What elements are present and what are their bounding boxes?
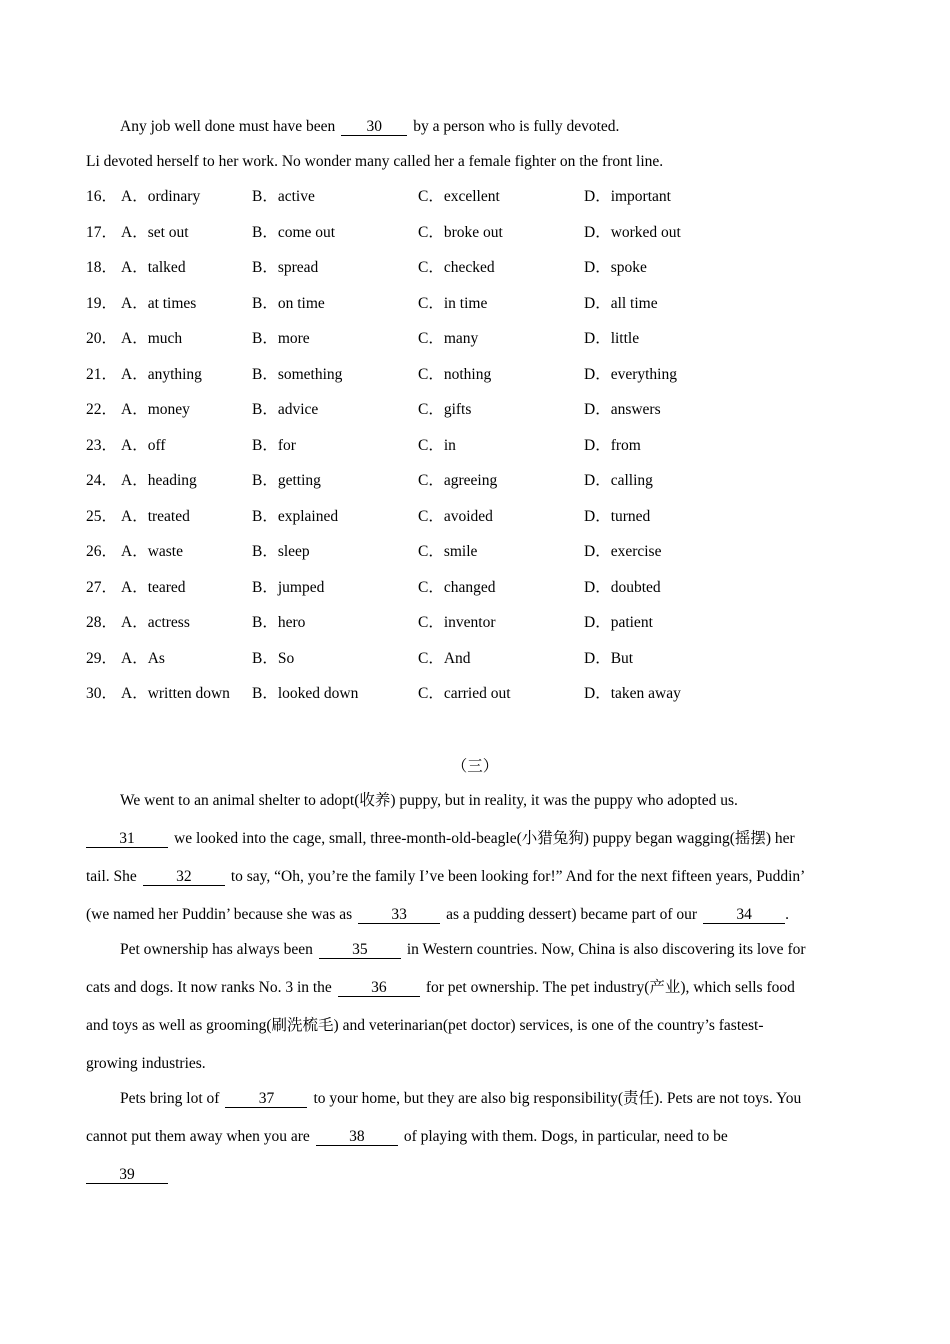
option-d[interactable]: D．patient (584, 614, 653, 631)
option-d[interactable]: D．little (584, 330, 640, 347)
option-b[interactable]: B．active (252, 188, 315, 205)
passage-line: cats and dogs. It now ranks No. 3 in the 36 for pet ownership. The pet industry(产业), which sells food (86, 979, 795, 996)
option-d[interactable]: D．taken away (584, 685, 681, 702)
question-options-row (86, 471, 866, 491)
question-options-row (86, 400, 866, 420)
question-options-row (86, 294, 866, 314)
option-c[interactable]: C．excellent (418, 188, 500, 205)
option-c[interactable]: C．checked (418, 259, 495, 276)
option-d[interactable]: D．worked out (584, 224, 681, 241)
question-number: 27． (86, 579, 118, 596)
option-b[interactable]: B．more (252, 330, 310, 347)
option-d[interactable]: D．from (584, 437, 641, 454)
option-c[interactable]: C．agreeing (418, 472, 498, 489)
question-number: 23． (86, 437, 118, 454)
question-options-row (86, 365, 866, 385)
question-options-row (86, 684, 866, 704)
option-c[interactable]: C．gifts (418, 401, 472, 418)
answer-blank[interactable]: 39 (86, 1167, 168, 1184)
question-options-row (86, 578, 866, 598)
option-c[interactable]: C．nothing (418, 366, 492, 383)
option-c[interactable]: C．inventor (418, 614, 496, 631)
option-a[interactable]: A．set out (121, 224, 189, 241)
option-a[interactable]: A．money (121, 401, 190, 418)
passage-line: tail. She 32 to say, “Oh, you’re the family I’ve been looking for!” And for the next fifteen years, Puddin’ (86, 868, 806, 885)
option-d[interactable]: D．calling (584, 472, 653, 489)
option-b[interactable]: B．So (252, 650, 295, 667)
option-c[interactable]: C．in time (418, 295, 488, 312)
answer-blank[interactable]: 34 (703, 907, 785, 924)
option-c[interactable]: C．carried out (418, 685, 511, 702)
option-a[interactable]: A．waste (121, 543, 183, 560)
option-d[interactable]: D．doubted (584, 579, 661, 596)
question-number: 26． (86, 543, 118, 560)
option-d[interactable]: D．important (584, 188, 671, 205)
passage-line: and toys as well as grooming(刷洗梳毛) and veterinarian(pet doctor) services, is one of the country’s fastest- (86, 1017, 764, 1034)
answer-blank[interactable]: 32 (143, 869, 225, 886)
option-d[interactable]: D．all time (584, 295, 658, 312)
question-options-row (86, 613, 866, 633)
option-b[interactable]: B．something (252, 366, 343, 383)
question-options-row (86, 649, 866, 669)
option-b[interactable]: B．on time (252, 295, 325, 312)
option-d[interactable]: D．everything (584, 366, 677, 383)
option-d[interactable]: D．turned (584, 508, 651, 525)
option-b[interactable]: B．looked down (252, 685, 359, 702)
passage-line: (we named her Puddin’ because she was as 33 as a pudding dessert) became part of our 34 . (86, 906, 789, 923)
question-number: 21． (86, 366, 118, 383)
question-number: 16． (86, 188, 118, 205)
passage-line: Pets bring lot of 37 to your home, but they are also big responsibility(责任). Pets are not toys. You (120, 1090, 802, 1107)
option-a[interactable]: A．at times (121, 295, 197, 312)
section-title: （三） (451, 758, 499, 775)
option-d[interactable]: D．exercise (584, 543, 662, 560)
option-b[interactable]: B．explained (252, 508, 339, 525)
question-number: 17． (86, 224, 118, 241)
question-options-row (86, 187, 866, 207)
option-c[interactable]: C．smile (418, 543, 478, 560)
question-options-row (86, 329, 866, 349)
option-b[interactable]: B．advice (252, 401, 319, 418)
option-b[interactable]: B．spread (252, 259, 319, 276)
question-options-row (86, 436, 866, 456)
option-a[interactable]: A．much (121, 330, 183, 347)
option-a[interactable]: A．actress (121, 614, 190, 631)
option-a[interactable]: A．ordinary (121, 188, 201, 205)
question-number: 30． (86, 685, 118, 702)
option-c[interactable]: C．avoided (418, 508, 493, 525)
answer-blank[interactable]: 33 (358, 907, 440, 924)
option-a[interactable]: A．talked (121, 259, 186, 276)
question-options-row (86, 223, 866, 243)
option-d[interactable]: D．spoke (584, 259, 647, 276)
question-number: 24． (86, 472, 118, 489)
passage-line: cannot put them away when you are 38 of playing with them. Dogs, in particular, need to be (86, 1128, 728, 1145)
option-b[interactable]: B．getting (252, 472, 321, 489)
option-a[interactable]: A．As (121, 650, 165, 667)
question-number: 25． (86, 508, 118, 525)
option-a[interactable]: A．written down (121, 685, 230, 702)
option-b[interactable]: B．for (252, 437, 296, 454)
question-number: 20． (86, 330, 118, 347)
option-c[interactable]: C．changed (418, 579, 496, 596)
question-options-row (86, 542, 866, 562)
passage-line: We went to an animal shelter to adopt(收养) puppy, but in reality, it was the puppy who adopted us. (120, 792, 738, 809)
answer-blank[interactable]: 37 (225, 1091, 307, 1108)
question-number: 28． (86, 614, 118, 631)
option-c[interactable]: C．in (418, 437, 456, 454)
passage-line: growing industries. (86, 1055, 206, 1072)
option-a[interactable]: A．treated (121, 508, 190, 525)
answer-blank[interactable]: 35 (319, 942, 401, 959)
answer-blank[interactable]: 38 (316, 1129, 398, 1146)
question-number: 18． (86, 259, 118, 276)
answer-blank[interactable]: 31 (86, 831, 168, 848)
question-options-row (86, 258, 866, 278)
option-a[interactable]: A．heading (121, 472, 197, 489)
option-b[interactable]: B．sleep (252, 543, 310, 560)
passage-line (86, 1165, 174, 1185)
passage-line: Any job well done must have been 30 by a person who is fully devoted. (120, 118, 620, 135)
option-d[interactable]: D．answers (584, 401, 661, 418)
option-b[interactable]: B．jumped (252, 579, 325, 596)
passage-line: 31 we looked into the cage, small, three-month-old-beagle(小猎兔狗) puppy began wagging(摇摆) her (86, 829, 795, 849)
option-a[interactable]: A．off (121, 437, 166, 454)
passage-line: Pet ownership has always been 35 in Western countries. Now, China is also discovering its love for (120, 941, 806, 958)
question-options-row (86, 507, 866, 527)
question-number: 22． (86, 401, 118, 418)
option-c[interactable]: C．broke out (418, 224, 503, 241)
option-d[interactable]: D．But (584, 650, 634, 667)
option-b[interactable]: B．hero (252, 614, 306, 631)
passage-line: Li devoted herself to her work. No wonder many called her a female fighter on the front line. (86, 153, 664, 170)
option-b[interactable]: B．come out (252, 224, 336, 241)
option-a[interactable]: A．teared (121, 579, 186, 596)
answer-blank[interactable]: 36 (338, 980, 420, 997)
option-a[interactable]: A．anything (121, 366, 202, 383)
option-c[interactable]: C．many (418, 330, 479, 347)
answer-blank[interactable]: 30 (341, 119, 407, 136)
question-number: 29． (86, 650, 118, 667)
question-number: 19． (86, 295, 118, 312)
option-c[interactable]: C．And (418, 650, 471, 667)
